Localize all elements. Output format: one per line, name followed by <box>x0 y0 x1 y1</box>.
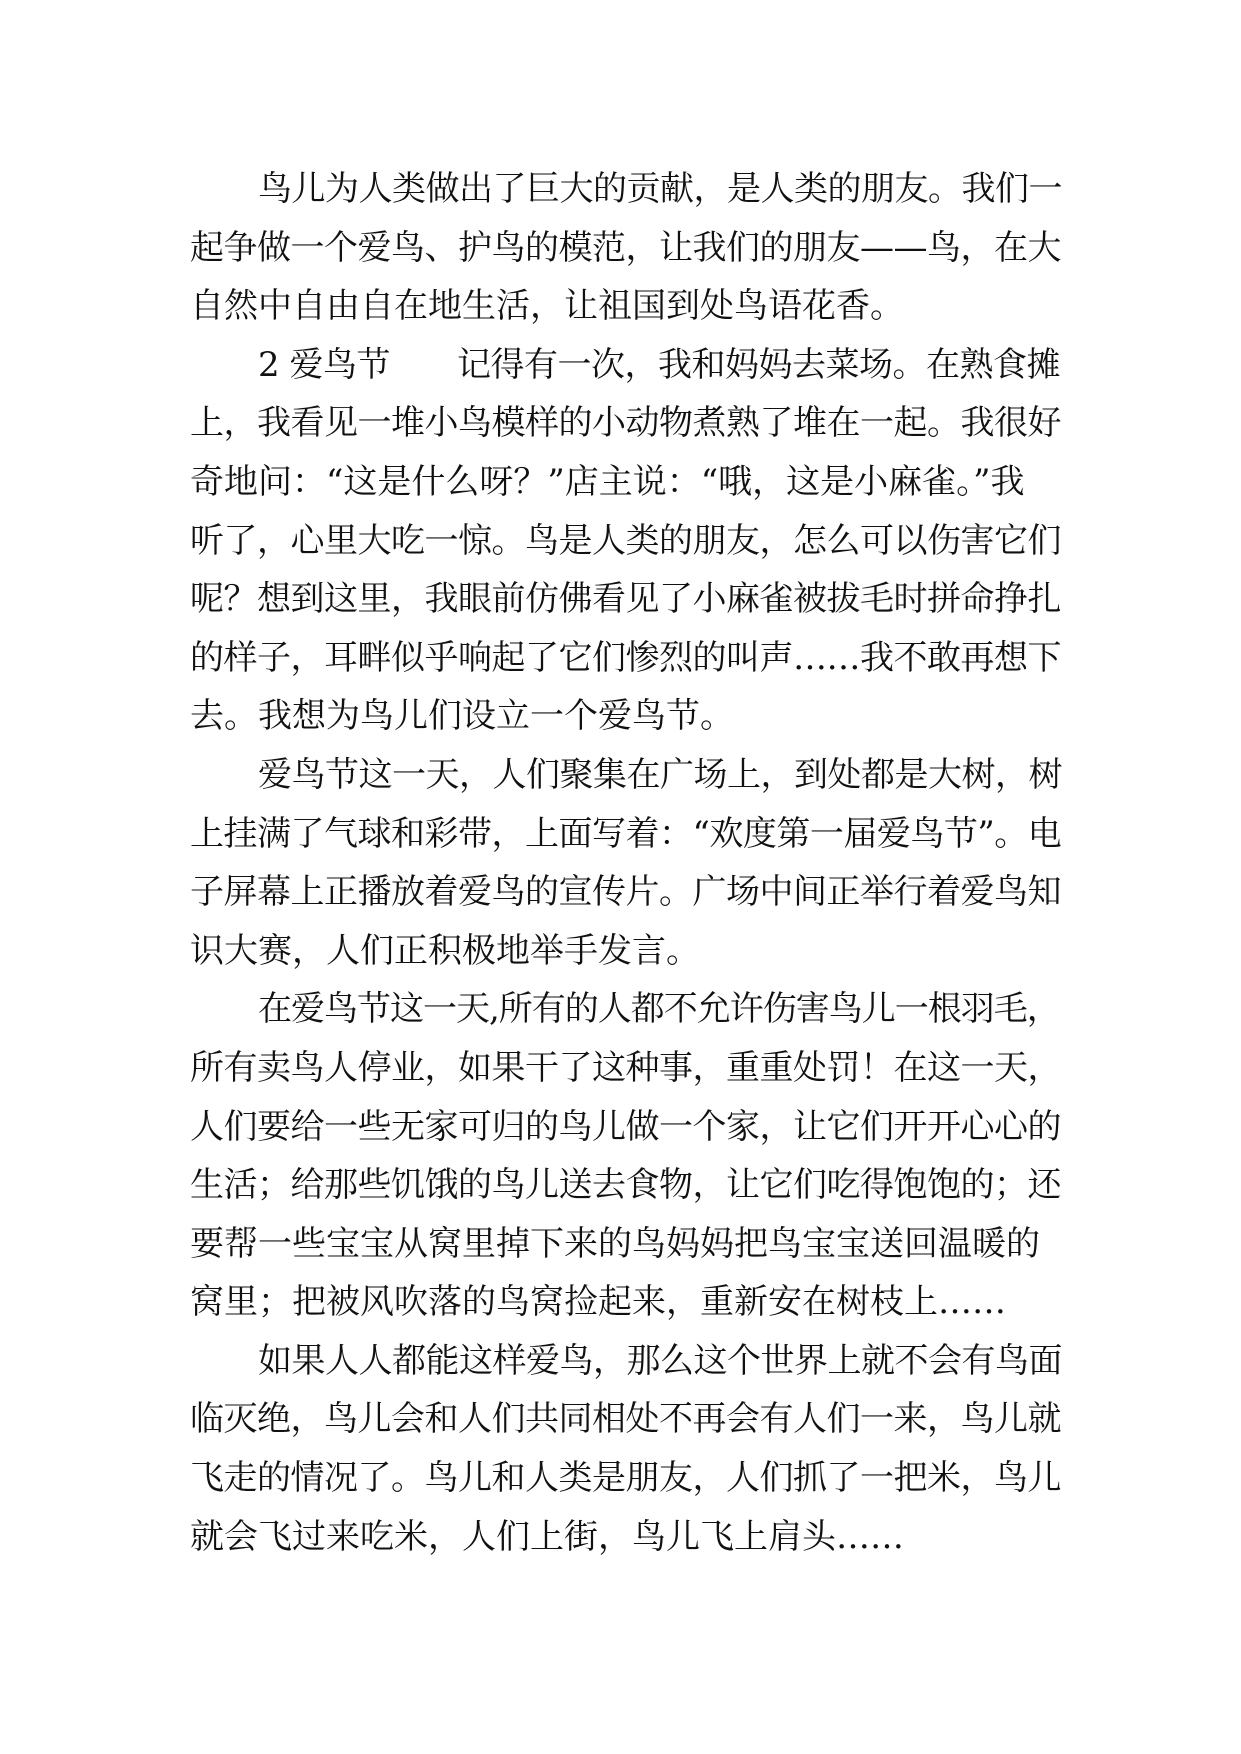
text-line: 识大赛，人们正积极地举手发言。 <box>190 930 700 971</box>
text-line: 听了，心里大吃一惊。鸟是人类的朋友，怎么可以伤害它们 <box>190 520 1061 561</box>
text-line: 人们要给一些无家可归的鸟儿做一个家，让它们开开心心的 <box>190 1106 1061 1147</box>
text-line: 在爱鸟节这一天,所有的人都不允许伤害鸟儿一根羽毛， <box>258 989 1060 1030</box>
text-line: 奇地问：“这是什么呀？”店主说：“哦，这是小麻雀。”我 <box>190 461 1025 502</box>
text-line: 呢？想到这里，我眼前仿佛看见了小麻雀被拔毛时拼命挣扎 <box>190 579 1061 620</box>
text-line: 2 爱鸟节 记得有一次，我和妈妈去菜场。在熟食摊 <box>258 344 1060 385</box>
document-body <box>190 160 1068 1566</box>
text-line: 鸟儿为人类做出了巨大的贡献，是人类的朋友。我们一 <box>258 169 1062 209</box>
text-line: 窝里；把被风吹落的鸟窝捡起来，重新安在树枝上…… <box>190 1282 1006 1323</box>
text-line: 就会飞过来吃米，人们上街，鸟儿飞上肩头…… <box>190 1516 904 1557</box>
text-line: 飞走的情况了。鸟儿和人类是朋友，人们抓了一把米，鸟儿 <box>190 1458 1061 1499</box>
text-line: 临灭绝，鸟儿会和人们共同相处不再会有人们一来，鸟儿就 <box>190 1399 1061 1440</box>
text-line: 上挂满了气球和彩带，上面写着：“欢度第一届爱鸟节”。电 <box>190 813 1062 854</box>
text-line: 去。我想为鸟儿们设立一个爱鸟节。 <box>190 696 734 737</box>
text-line: 如果人人都能这样爱鸟，那么这个世界上就不会有鸟面 <box>258 1340 1062 1381</box>
text-line: 爱鸟节这一天，人们聚集在广场上，到处都是大树，树 <box>258 754 1062 795</box>
text-line: 起争做一个爱鸟、护鸟的模范，让我们的朋友——鸟，在大 <box>190 227 1061 268</box>
text-line: 要帮一些宝宝从窝里掉下来的鸟妈妈把鸟宝宝送回温暖的 <box>190 1223 1040 1264</box>
text-line: 子屏幕上正播放着爱鸟的宣传片。广场中间正举行着爱鸟知 <box>190 872 1061 913</box>
text-line: 上，我看见一堆小鸟模样的小动物煮熟了堆在一起。我很好 <box>190 403 1061 444</box>
text-line: 自然中自由自在地生活，让祖国到处鸟语花香。 <box>190 286 904 327</box>
text-line: 的样子，耳畔似乎响起了它们惨烈的叫声……我不敢再想下 <box>190 637 1061 678</box>
text-line: 所有卖鸟人停业，如果干了这种事，重重处罚！在这一天， <box>190 1047 1061 1088</box>
text-line: 生活；给那些饥饿的鸟儿送去食物，让它们吃得饱饱的；还 <box>190 1165 1061 1206</box>
